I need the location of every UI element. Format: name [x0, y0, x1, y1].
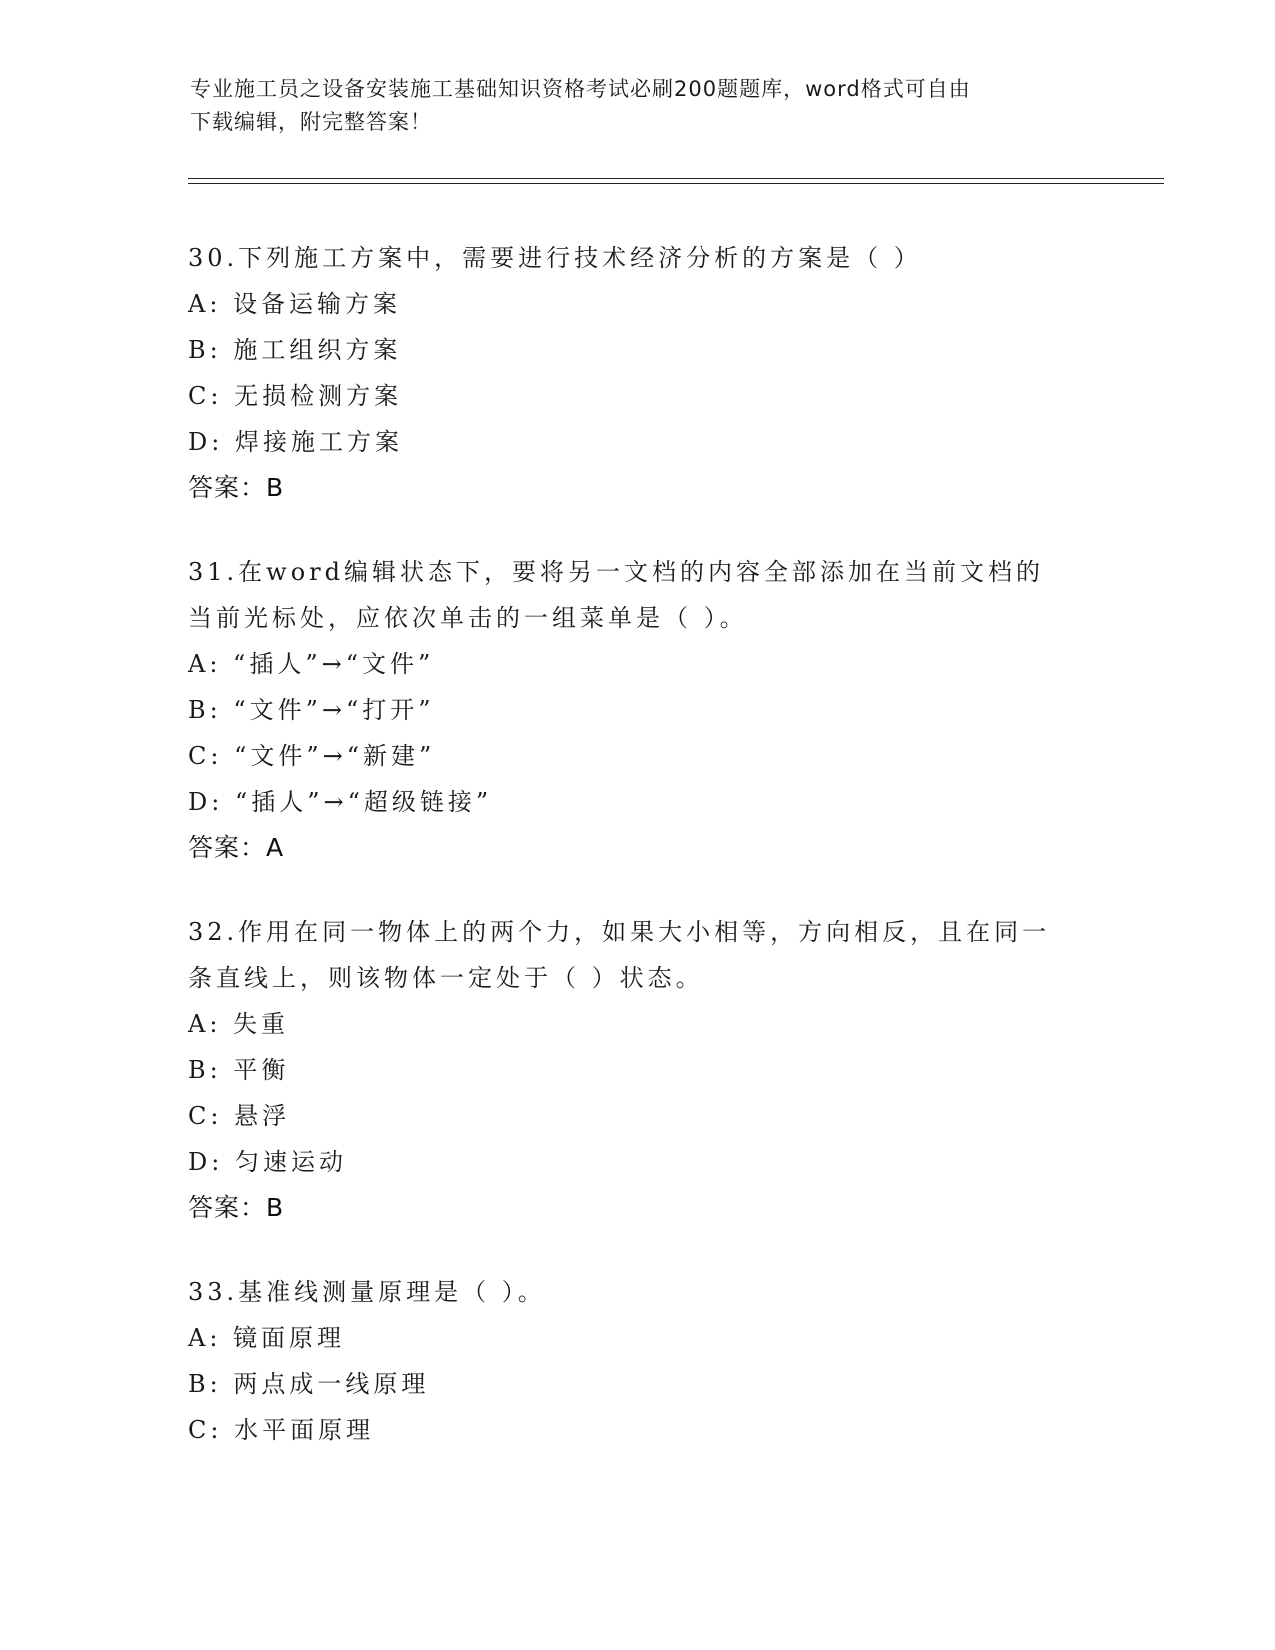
question-30 [188, 235, 1088, 511]
option-b: B: 平衡 [188, 1056, 290, 1084]
header-divider-top [188, 178, 1164, 179]
option-c: C: 无损检测方案 [188, 382, 403, 410]
question-32 [188, 909, 1088, 1231]
answer: 答案：A [188, 833, 285, 862]
option-d: D: 匀速运动 [188, 1148, 347, 1176]
option-a: A: 失重 [188, 1010, 290, 1038]
question-text-line-2: 当前光标处，应依次单击的一组菜单是（ ）。 [188, 604, 748, 632]
option-b: B: 施工组织方案 [188, 336, 402, 364]
header-line-1: 专业施工员之设备安装施工基础知识资格考试必刷200题题库，word格式可自由 [190, 77, 971, 101]
option-d: D: 焊接施工方案 [188, 428, 403, 456]
option-b: B: “文件”→“打开” [188, 696, 435, 724]
option-c: C: 悬浮 [188, 1102, 291, 1130]
question-list [188, 235, 1088, 1491]
question-text-line-1: 32.作用在同一物体上的两个力，如果大小相等，方向相反，且在同一 [188, 918, 1051, 946]
question-text: 33.基准线测量原理是（ ）。 [188, 1278, 546, 1306]
question-text-line-1: 31.在word编辑状态下，要将另一文档的内容全部添加在当前文档的 [188, 558, 1044, 586]
question-33 [188, 1269, 1088, 1453]
option-c: C: 水平面原理 [188, 1416, 375, 1444]
header-line-2: 下载编辑，附完整答案！ [190, 110, 432, 134]
header-divider-bottom [188, 183, 1164, 184]
option-a: A: 设备运输方案 [188, 290, 402, 318]
option-c: C: “文件”→“新建” [188, 742, 436, 770]
question-text: 30.下列施工方案中，需要进行技术经济分析的方案是（ ） [188, 244, 922, 272]
answer: 答案：B [188, 473, 285, 502]
question-31 [188, 549, 1088, 871]
question-text-line-2: 条直线上，则该物体一定处于（ ）状态。 [188, 964, 704, 992]
option-a: A: 镜面原理 [188, 1324, 346, 1352]
answer: 答案：B [188, 1193, 285, 1222]
document-header [190, 73, 1070, 139]
option-a: A: “插人”→“文件” [188, 650, 435, 678]
option-d: D: “插人”→“超级链接” [188, 788, 493, 816]
option-b: B: 两点成一线原理 [188, 1370, 430, 1398]
